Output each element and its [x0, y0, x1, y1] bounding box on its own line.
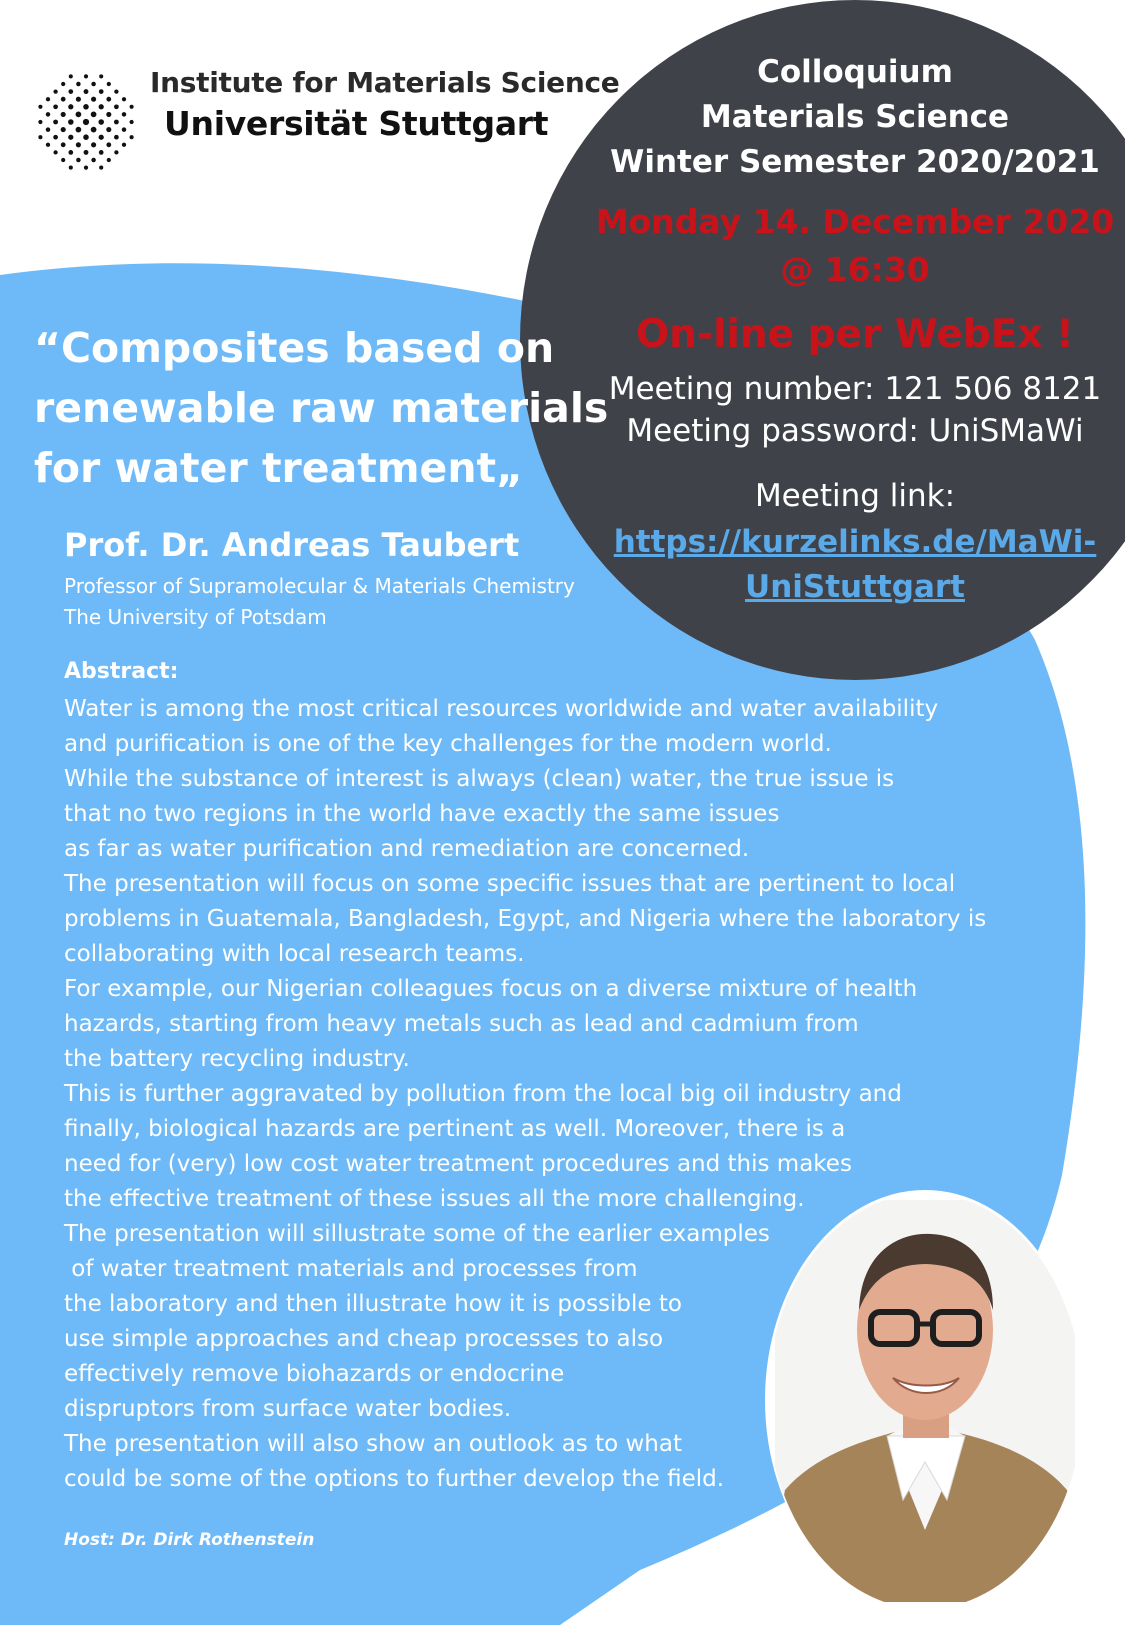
abstract-line: For example, our Nigerian colleagues focus on a diverse mixture of health: [64, 976, 918, 1002]
meeting-link-line[interactable]: https://kurzelinks.de/MaWi-: [613, 524, 1097, 560]
abstract-line: could be some of the options to further develop the field.: [64, 1466, 725, 1492]
institute-name: Institute for Materials Science: [150, 66, 620, 99]
abstract-line: and purification is one of the key challenges for the modern world.: [64, 731, 832, 757]
logo-dot: [106, 112, 111, 117]
abstract-line: the laboratory and then illustrate how it is possible to: [64, 1291, 682, 1317]
logo-dot: [61, 158, 65, 162]
colloquium-line: Winter Semester 2020/2021: [610, 144, 1100, 180]
logo-dot: [106, 97, 111, 102]
time-line: @ 16:30: [780, 250, 930, 289]
logo-dot: [99, 166, 103, 170]
logo-dot: [84, 150, 89, 155]
logo-dot: [61, 112, 66, 117]
logo-dot: [61, 142, 66, 147]
abstract-line: finally, biological hazards are pertinent as well. Moreover, there is a: [64, 1116, 846, 1142]
title-line: for water treatment„: [34, 444, 524, 492]
abstract-line: of water treatment materials and processes from: [64, 1256, 638, 1282]
logo-dot: [68, 104, 73, 109]
logo-dot: [91, 112, 97, 118]
speaker-photo: [775, 1200, 1075, 1602]
abstract-line: the effective treatment of these issues all the more challenging.: [64, 1186, 805, 1212]
logo-dot: [91, 142, 96, 147]
logo-dot: [53, 104, 58, 109]
abstract-line: dispruptors from surface water bodies.: [64, 1396, 512, 1422]
logo-dot: [122, 127, 126, 131]
logo-dot: [68, 135, 73, 140]
abstract-heading: Abstract:: [64, 659, 179, 684]
colloquium-line: Materials Science: [700, 99, 1010, 135]
abstract-line: the battery recycling industry.: [64, 1046, 410, 1072]
abstract-line: need for (very) low cost water treatment procedures and this makes: [64, 1151, 852, 1177]
logo-dot: [76, 158, 80, 162]
colloquium-heading: [595, 50, 1115, 185]
abstract-line: While the substance of interest is always (clean) water, the true issue is: [64, 766, 895, 792]
logo-dot: [53, 150, 57, 154]
meeting-link-line[interactable]: UniStuttgart: [745, 569, 965, 605]
abstract-line: effectively remove biohazards or endocrine: [64, 1361, 565, 1387]
host-name: Host: Dr. Dirk Rothenstein: [64, 1530, 315, 1550]
logo-dot: [91, 82, 95, 86]
abstract-line: This is further aggravated by pollution from the local big oil industry and: [64, 1081, 902, 1107]
university-name: Universität Stuttgart: [164, 104, 549, 143]
abstract-line: Water is among the most critical resources worldwide and water availability: [64, 696, 939, 722]
speaker-name: Prof. Dr. Andreas Taubert: [64, 526, 520, 564]
logo-dot: [61, 127, 66, 132]
date-line: Monday 14. December 2020: [595, 202, 1115, 241]
logo-dot: [68, 150, 73, 155]
logo-dot: [83, 104, 89, 110]
logo-dot: [84, 74, 88, 78]
logo-dot: [114, 104, 119, 109]
logo-dot: [107, 82, 111, 86]
abstract-line: collaborating with local research teams.: [64, 941, 525, 967]
logo-dot: [114, 120, 119, 125]
abstract-line: that no two regions in the world have exactly the same issues: [64, 801, 780, 827]
logo-dot: [76, 97, 81, 102]
logo-dot: [130, 120, 134, 124]
logo-dot: [68, 89, 73, 94]
meeting-link[interactable]: [595, 520, 1115, 610]
logo-dot: [38, 135, 42, 139]
logo-dot: [99, 135, 104, 140]
online-notice: On-line per WebEx !: [636, 312, 1074, 357]
logo-dot: [53, 120, 58, 125]
abstract-line: The presentation will sillustrate some of the earlier examples: [64, 1221, 770, 1247]
logo-dot: [38, 105, 42, 109]
logo-dot: [122, 112, 126, 116]
logo-dot: [46, 112, 50, 116]
speaker-university: The University of Potsdam: [64, 605, 327, 629]
logo-dot: [107, 158, 111, 162]
logo-dot: [130, 135, 134, 139]
abstract-line: use simple approaches and cheap processes to also: [64, 1326, 664, 1352]
logo-dot: [98, 119, 104, 125]
logo-dot: [83, 119, 89, 125]
logo-dot: [84, 166, 88, 170]
logo-dot: [91, 127, 97, 133]
logo-dot: [106, 142, 111, 147]
speaker-position: Professor of Supramolecular & Materials Chemistry: [64, 574, 575, 598]
logo-dot: [99, 89, 104, 94]
event-date: [595, 198, 1115, 294]
logo-dot: [68, 119, 74, 125]
logo-dot: [91, 158, 95, 162]
meeting-link-label: Meeting link:: [754, 478, 956, 514]
logo-dot: [114, 135, 119, 140]
abstract-line: as far as water purification and remediation are concerned.: [64, 836, 750, 862]
logo-dot: [76, 127, 82, 133]
logo-dot: [99, 104, 104, 109]
logo-dot: [61, 97, 66, 102]
logo-dot: [61, 82, 65, 86]
logo-dot: [46, 97, 50, 101]
title-line: renewable raw materials: [34, 384, 609, 432]
logo-dot: [46, 143, 50, 147]
logo-dot: [69, 74, 73, 78]
logo-dot: [76, 142, 81, 147]
logo-dot: [122, 97, 126, 101]
university-logo-icon: [34, 70, 138, 174]
logo-dot: [53, 135, 58, 140]
logo-dot: [99, 74, 103, 78]
logo-dot: [114, 150, 118, 154]
logo-dot: [114, 89, 118, 93]
logo-dot: [130, 105, 134, 109]
logo-dot: [84, 89, 89, 94]
logo-dot: [99, 150, 104, 155]
colloquium-line: Colloquium: [757, 54, 953, 90]
abstract-line: problems in Guatemala, Bangladesh, Egypt, and Nigeria where the laboratory is: [64, 906, 987, 932]
title-line: “Composites based on: [34, 324, 555, 372]
meeting-password: Meeting password: UniSMaWi: [626, 413, 1084, 449]
logo-dot: [46, 127, 50, 131]
logo-dot: [91, 97, 96, 102]
logo-dot: [83, 134, 89, 140]
abstract-line: The presentation will also show an outlook as to what: [64, 1431, 682, 1457]
logo-dot: [53, 89, 57, 93]
abstract-line: The presentation will focus on some specific issues that are pertinent to local: [64, 871, 956, 897]
meeting-number: Meeting number: 121 506 8121: [608, 371, 1102, 407]
logo-dot: [76, 112, 82, 118]
logo-dot: [122, 143, 126, 147]
talk-title: [34, 318, 608, 498]
logo-dot: [69, 166, 73, 170]
abstract-line: hazards, starting from heavy metals such as lead and cadmium from: [64, 1011, 859, 1037]
logo-dot: [76, 82, 80, 86]
meeting-info: [595, 368, 1115, 452]
logo-dot: [106, 127, 111, 132]
logo-dot: [38, 120, 42, 124]
